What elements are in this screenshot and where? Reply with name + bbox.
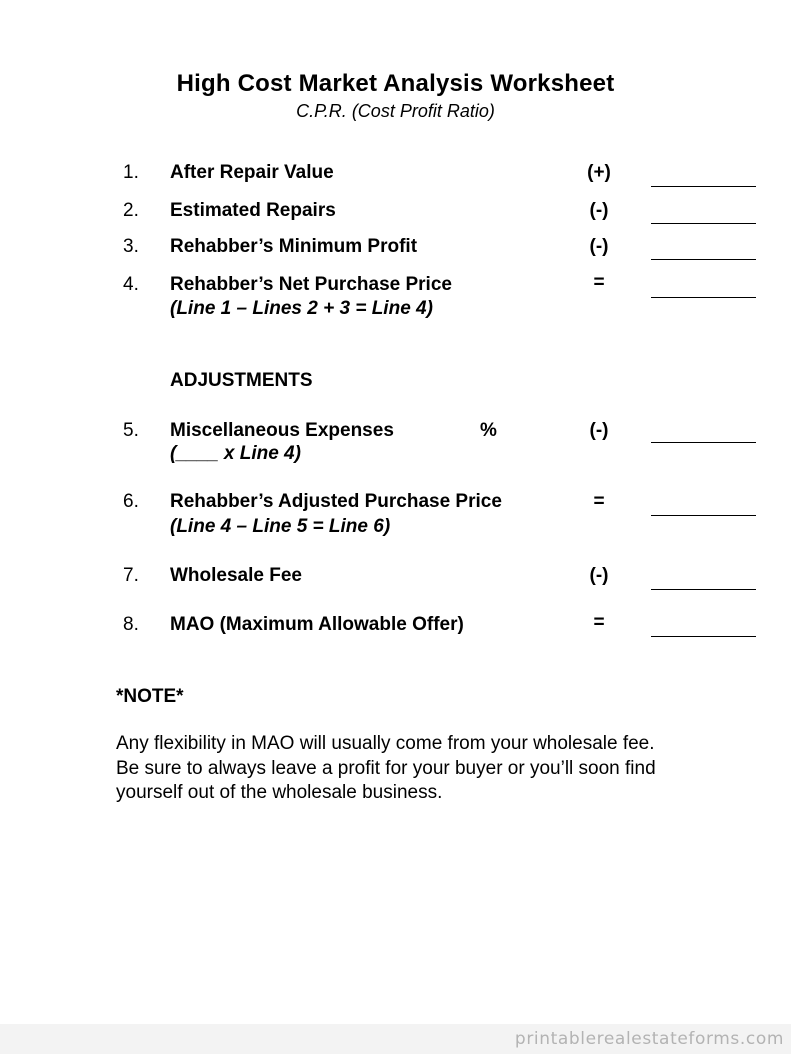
item-operator: =	[593, 612, 605, 633]
item-number: 6.	[123, 491, 139, 512]
footer-site-url[interactable]: printablerealestateforms.com	[514, 1029, 784, 1049]
item-label: MAO (Maximum Allowable Offer)	[170, 614, 464, 635]
item-label: Rehabber’s Net Purchase Price	[170, 274, 452, 295]
answer-blank-line[interactable]	[651, 223, 756, 224]
answer-blank-line[interactable]	[651, 186, 756, 187]
item-operator: =	[593, 272, 605, 293]
item-formula: (Line 4 – Line 5 = Line 6)	[170, 516, 391, 537]
item-number: 8.	[123, 614, 139, 635]
answer-blank-line[interactable]	[651, 259, 756, 260]
page-title: High Cost Market Analysis Worksheet	[176, 70, 615, 97]
note-heading: *NOTE*	[116, 686, 184, 707]
item-number: 5.	[123, 420, 139, 441]
item-operator: =	[593, 491, 605, 512]
item-number: 7.	[123, 565, 139, 586]
item-operator: (-)	[589, 200, 609, 221]
item-label: After Repair Value	[170, 162, 334, 183]
item-number: 2.	[123, 200, 139, 221]
item-operator: (-)	[589, 565, 609, 586]
answer-blank-line[interactable]	[651, 442, 756, 443]
item-number: 4.	[123, 274, 139, 295]
page-subtitle: C.P.R. (Cost Profit Ratio)	[296, 101, 495, 121]
item-operator: (-)	[589, 420, 609, 441]
item-operator: (+)	[587, 162, 611, 183]
answer-blank-line[interactable]	[651, 297, 756, 298]
item-number: 1.	[123, 162, 139, 183]
item-formula: (Line 1 – Lines 2 + 3 = Line 4)	[170, 298, 433, 319]
item-label: Estimated Repairs	[170, 200, 336, 221]
answer-blank-line[interactable]	[651, 636, 756, 637]
answer-blank-line[interactable]	[651, 515, 756, 516]
percent-sign: %	[480, 420, 497, 441]
item-operator: (-)	[589, 236, 609, 257]
item-label: Rehabber’s Adjusted Purchase Price	[170, 491, 502, 512]
answer-blank-line[interactable]	[651, 589, 756, 590]
adjustments-heading: ADJUSTMENTS	[170, 370, 313, 391]
note-body: Any flexibility in MAO will usually come from your wholesale fee. Be sure to always leave a profit for your buyer or you’ll soon find yourself out of the wholesale business.	[116, 733, 656, 803]
item-label: Wholesale Fee	[170, 565, 302, 586]
item-formula: (____ x Line 4)	[170, 443, 301, 464]
footer-bar	[0, 1024, 791, 1054]
item-label: Rehabber’s Minimum Profit	[170, 236, 418, 257]
item-label: Miscellaneous Expenses	[170, 420, 394, 441]
item-number: 3.	[123, 236, 139, 257]
